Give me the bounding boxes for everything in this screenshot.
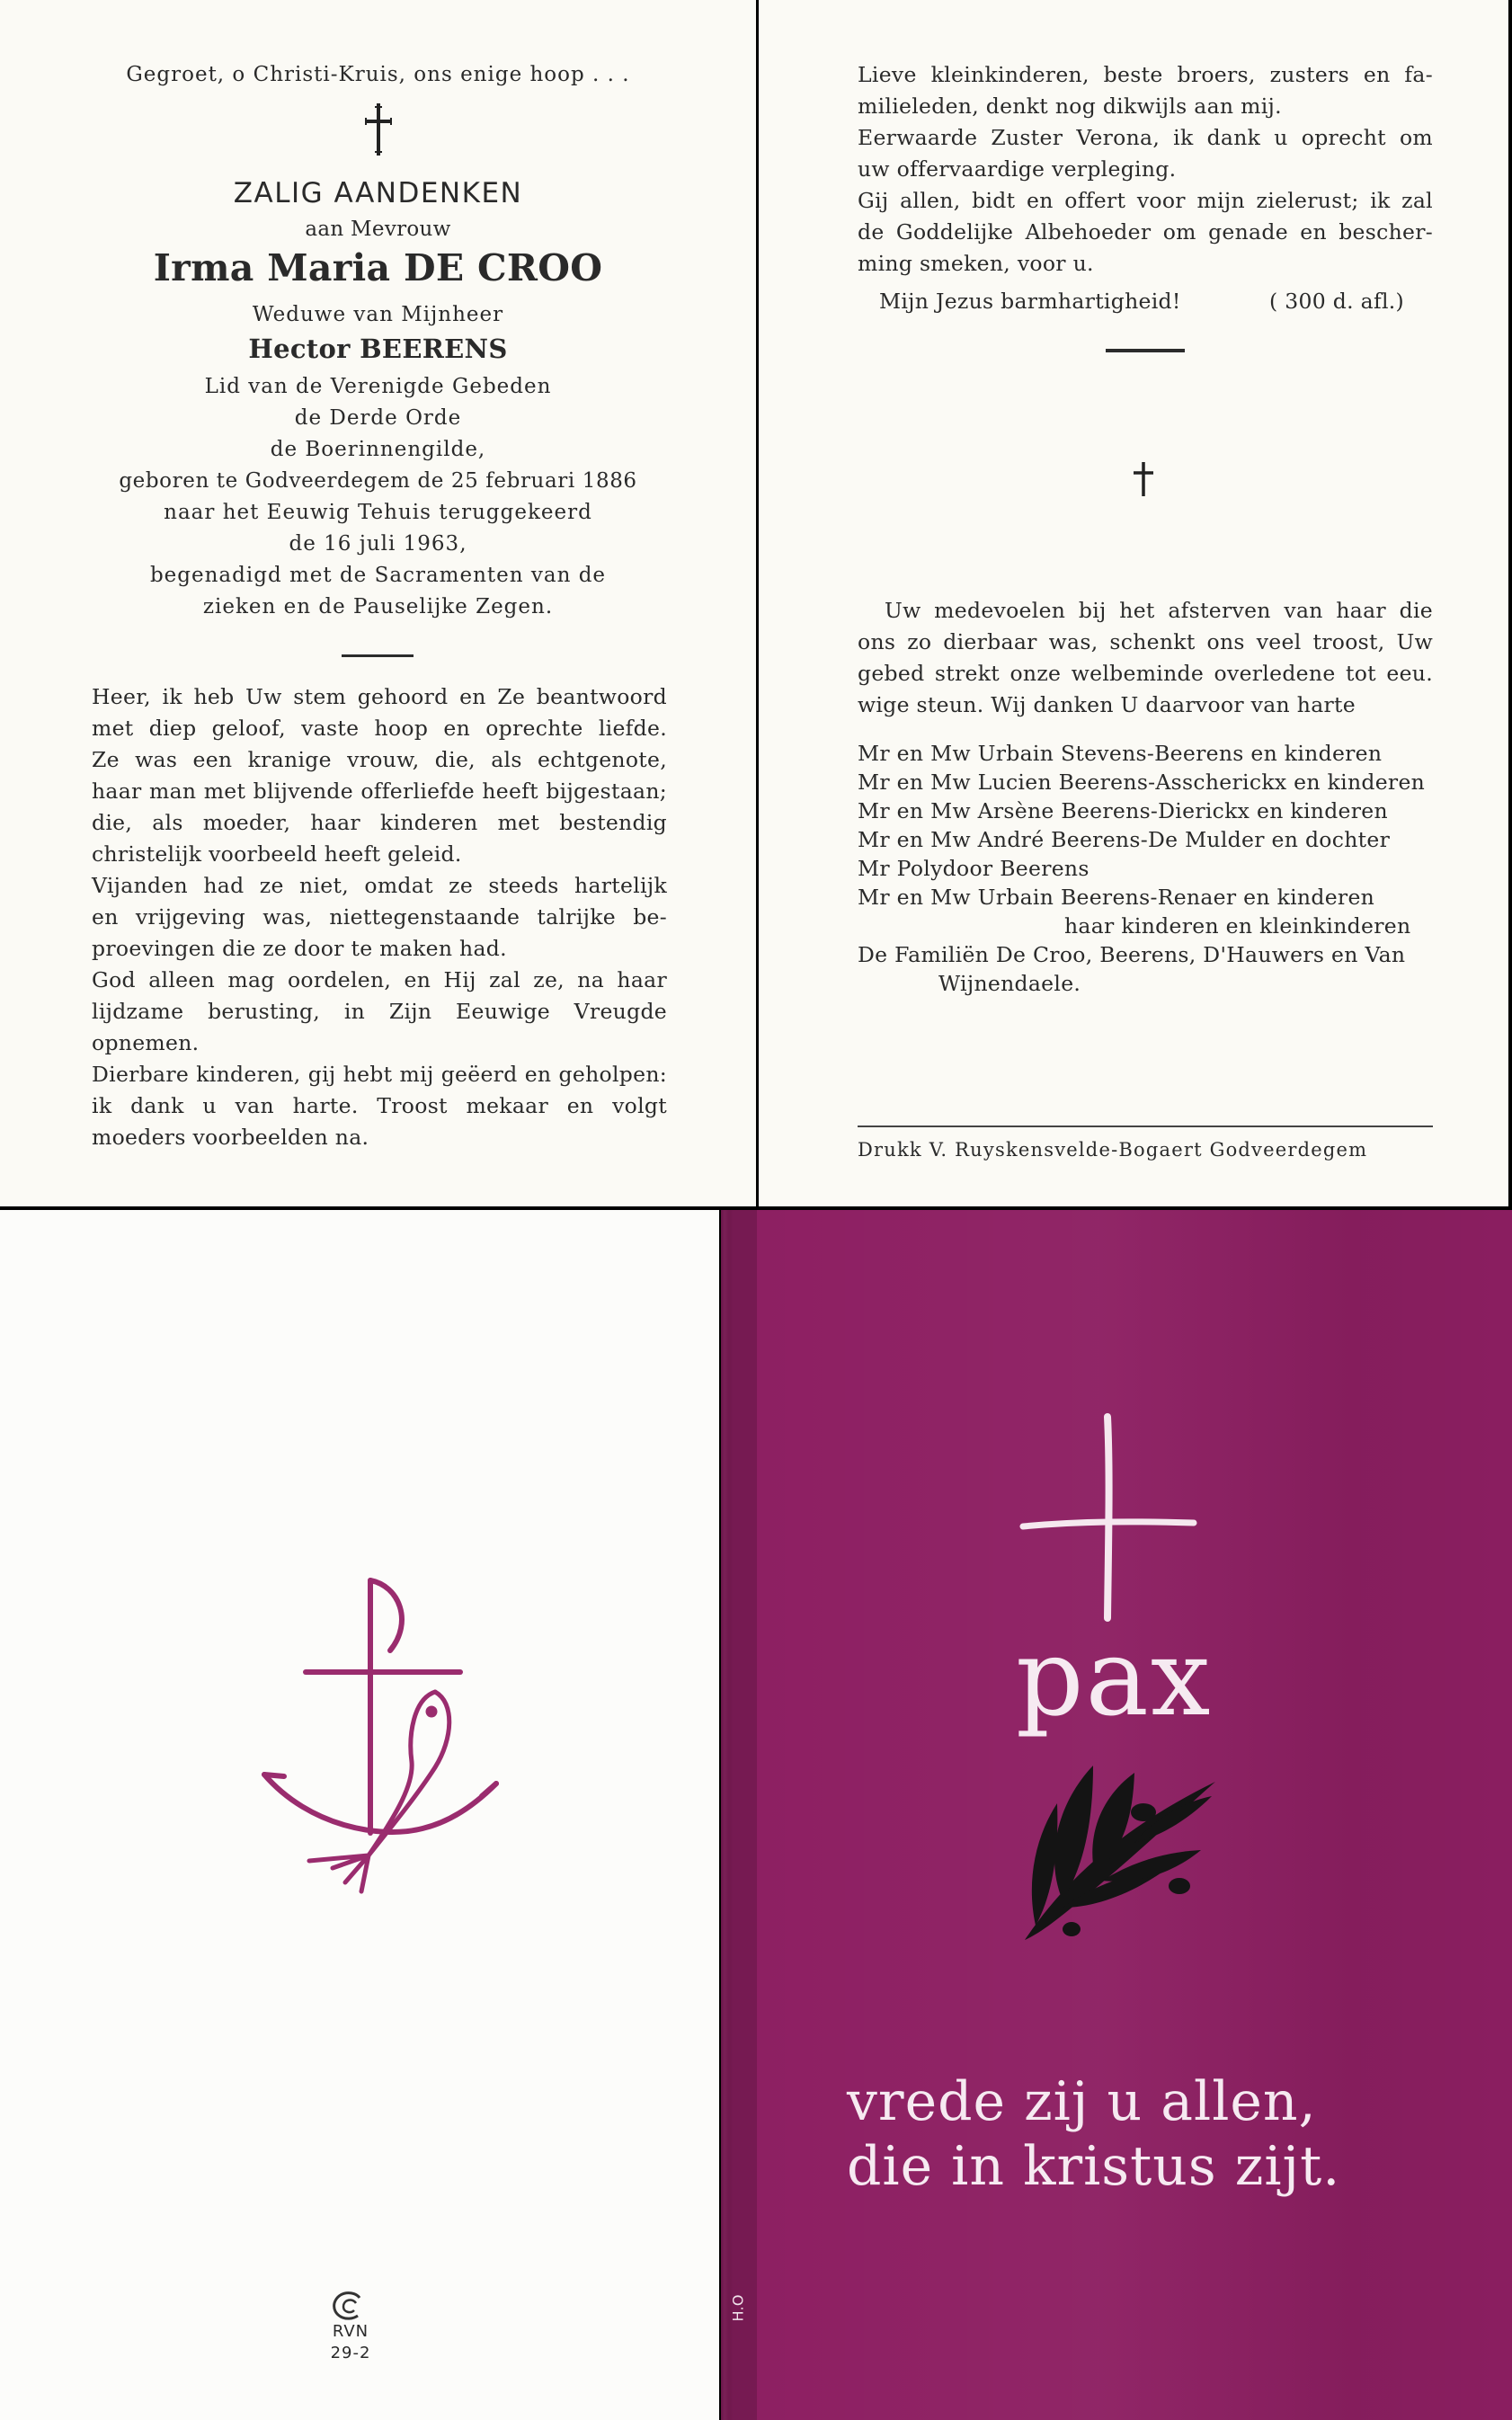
invocation: Mijn Jezus barmhartigheid! (879, 289, 1181, 314)
spine-mark: H.O (729, 2294, 747, 2322)
eulogy-line: Heer, ik heb Uw stem gehoord en Ze beantwoord (92, 684, 667, 709)
ornament-divider (1106, 349, 1185, 352)
death-date: de 16 juli 1963, (289, 532, 467, 556)
sacraments-line-1: begenadigd met de Sacramenten van de (149, 564, 607, 587)
printer-rule (858, 1125, 1433, 1127)
eulogy-line: haar man met blijvende offerliefde heeft bijgestaan; (92, 778, 667, 804)
cross-icon (1018, 1410, 1197, 1625)
message-line: de Goddelijke Albehoeder om genade en bescher- (858, 219, 1433, 245)
eulogy-text (92, 681, 667, 1153)
message-line: Gij allen, bidt en offert voor mijn zielerust; ik zal (858, 188, 1433, 213)
message-line: Eerwaarde Zuster Verona, ik dank u oprecht om (858, 125, 1433, 150)
thanks-line: gebed strekt onze welbeminde overledene tot eeu. (858, 661, 1433, 686)
motto-line-1: vrede zij u allen, (847, 2070, 1317, 2133)
thanks-text (858, 595, 1433, 721)
husband-name: Hector BEERENS (248, 334, 508, 364)
message-line: uw offervaardige verpleging. (858, 156, 1177, 182)
pax-word: pax (1016, 1615, 1213, 1739)
olive-branch-icon (1009, 1749, 1224, 1947)
thanks-line: Uw medevoelen bij het afsterven van haar die (885, 598, 1433, 623)
family-list (858, 739, 1442, 998)
publisher-code: RVN (332, 2322, 369, 2341)
eulogy-line: Dierbare kinderen, gij hebt mij geëerd en geholpen: (92, 1062, 667, 1087)
eulogy-line: met diep geloof, vaste hoop en oprechte liefde. (92, 716, 667, 741)
thanks-line: ons zo dierbaar was, schenkt ons veel troost, Uw (858, 629, 1433, 654)
grandchildren: haar kinderen en kleinkinderen (1064, 913, 1411, 939)
deceased-name: Irma Maria DE CROO (153, 246, 603, 289)
membership-line-3: de Boerinnengilde, (270, 438, 486, 461)
families-line-2: Wijnendaele. (938, 971, 1081, 996)
cross-icon (1131, 460, 1156, 498)
eulogy-line: en vrijgeving was, niettegenstaande talrijke be- (92, 904, 667, 930)
eulogy-line: die, als moeder, haar kinderen met bestendig (92, 810, 667, 835)
message-line: milieleden, denkt nog dikwijls aan mij. (858, 93, 1282, 119)
family-member: Mr Polydoor Beerens (858, 856, 1090, 881)
cross-icon (363, 102, 394, 157)
sacraments-line-2: zieken en de Pauselijke Zegen. (202, 595, 554, 618)
obituary-left-page (0, 0, 756, 1206)
deceased-message (858, 59, 1433, 280)
family-member: Mr en Mw Lucien Beerens-Asscherickx en kinderen (858, 770, 1426, 795)
birth-line: geboren te Godveerdegem de 25 februari 1886 (119, 469, 637, 493)
indulgence: ( 300 d. afl.) (1269, 289, 1405, 314)
opening-prayer: Gegroet, o Christi-Kruis, ons enige hoop . . . (126, 63, 630, 86)
publisher-mark-icon (329, 2289, 365, 2325)
families-line-1: De Familiën De Croo, Beerens, D'Hauwers en Van (858, 942, 1406, 967)
eulogy-line: christelijk voorbeeld heeft geleid. (92, 841, 462, 867)
eulogy-line: Vijanden had ze niet, omdat ze steeds hartelijk (92, 873, 667, 898)
returned-line: naar het Eeuwig Tehuis teruggekeerd (164, 501, 592, 524)
family-member: Mr en Mw Urbain Beerens-Renaer en kinderen (858, 885, 1375, 910)
membership-line-1: Lid van de Verenigde Gebeden (204, 375, 552, 398)
heading: ZALIG AANDENKEN (233, 177, 523, 209)
front-cover (721, 1210, 1512, 2420)
eulogy-line: Ze was een kranige vrouw, die, als echtgenote, (92, 747, 667, 772)
eulogy-line: lijdzame berusting, in Zijn Eeuwige Vreugde (92, 999, 667, 1024)
membership-line-2: de Derde Orde (294, 406, 462, 430)
aan-mevrouw: aan Mevrouw (305, 218, 451, 241)
printer-credit: Drukk V. Ruyskensvelde-Bogaert Godveerdegem (858, 1139, 1368, 1161)
message-line: ming smeken, voor u. (858, 251, 1094, 276)
publisher-number: 29-2 (330, 2344, 371, 2362)
eulogy-line: opnemen. (92, 1030, 200, 1055)
eulogy-line: moeders voorbeelden na. (92, 1125, 369, 1150)
family-member: Mr en Mw Arsène Beerens-Dierickx en kinderen (858, 798, 1388, 823)
obituary-right-page (759, 0, 1508, 1206)
anchor-fish-icon (255, 1559, 507, 1918)
motto-line-2: die in kristus zijt. (847, 2135, 1341, 2198)
cover-spine (721, 1210, 757, 2420)
message-line: Lieve kleinkinderen, beste broers, zusters en fa- (858, 62, 1433, 87)
cover-motto (847, 2069, 1512, 2199)
ornament-divider (342, 654, 414, 657)
widow-of: Weduwe van Mijnheer (252, 303, 504, 326)
eulogy-line: ik dank u van harte. Troost mekaar en volgt (92, 1093, 667, 1118)
back-cover (0, 1210, 719, 2420)
thanks-line: wige steun. Wij danken U daarvoor van harte (858, 692, 1356, 717)
eulogy-line: proevingen die ze door te maken had. (92, 936, 507, 961)
family-member: Mr en Mw André Beerens-De Mulder en dochter (858, 827, 1391, 852)
family-member: Mr en Mw Urbain Stevens-Beerens en kinderen (858, 741, 1383, 766)
eulogy-line: God alleen mag oordelen, en Hij zal ze, na haar (92, 967, 667, 992)
